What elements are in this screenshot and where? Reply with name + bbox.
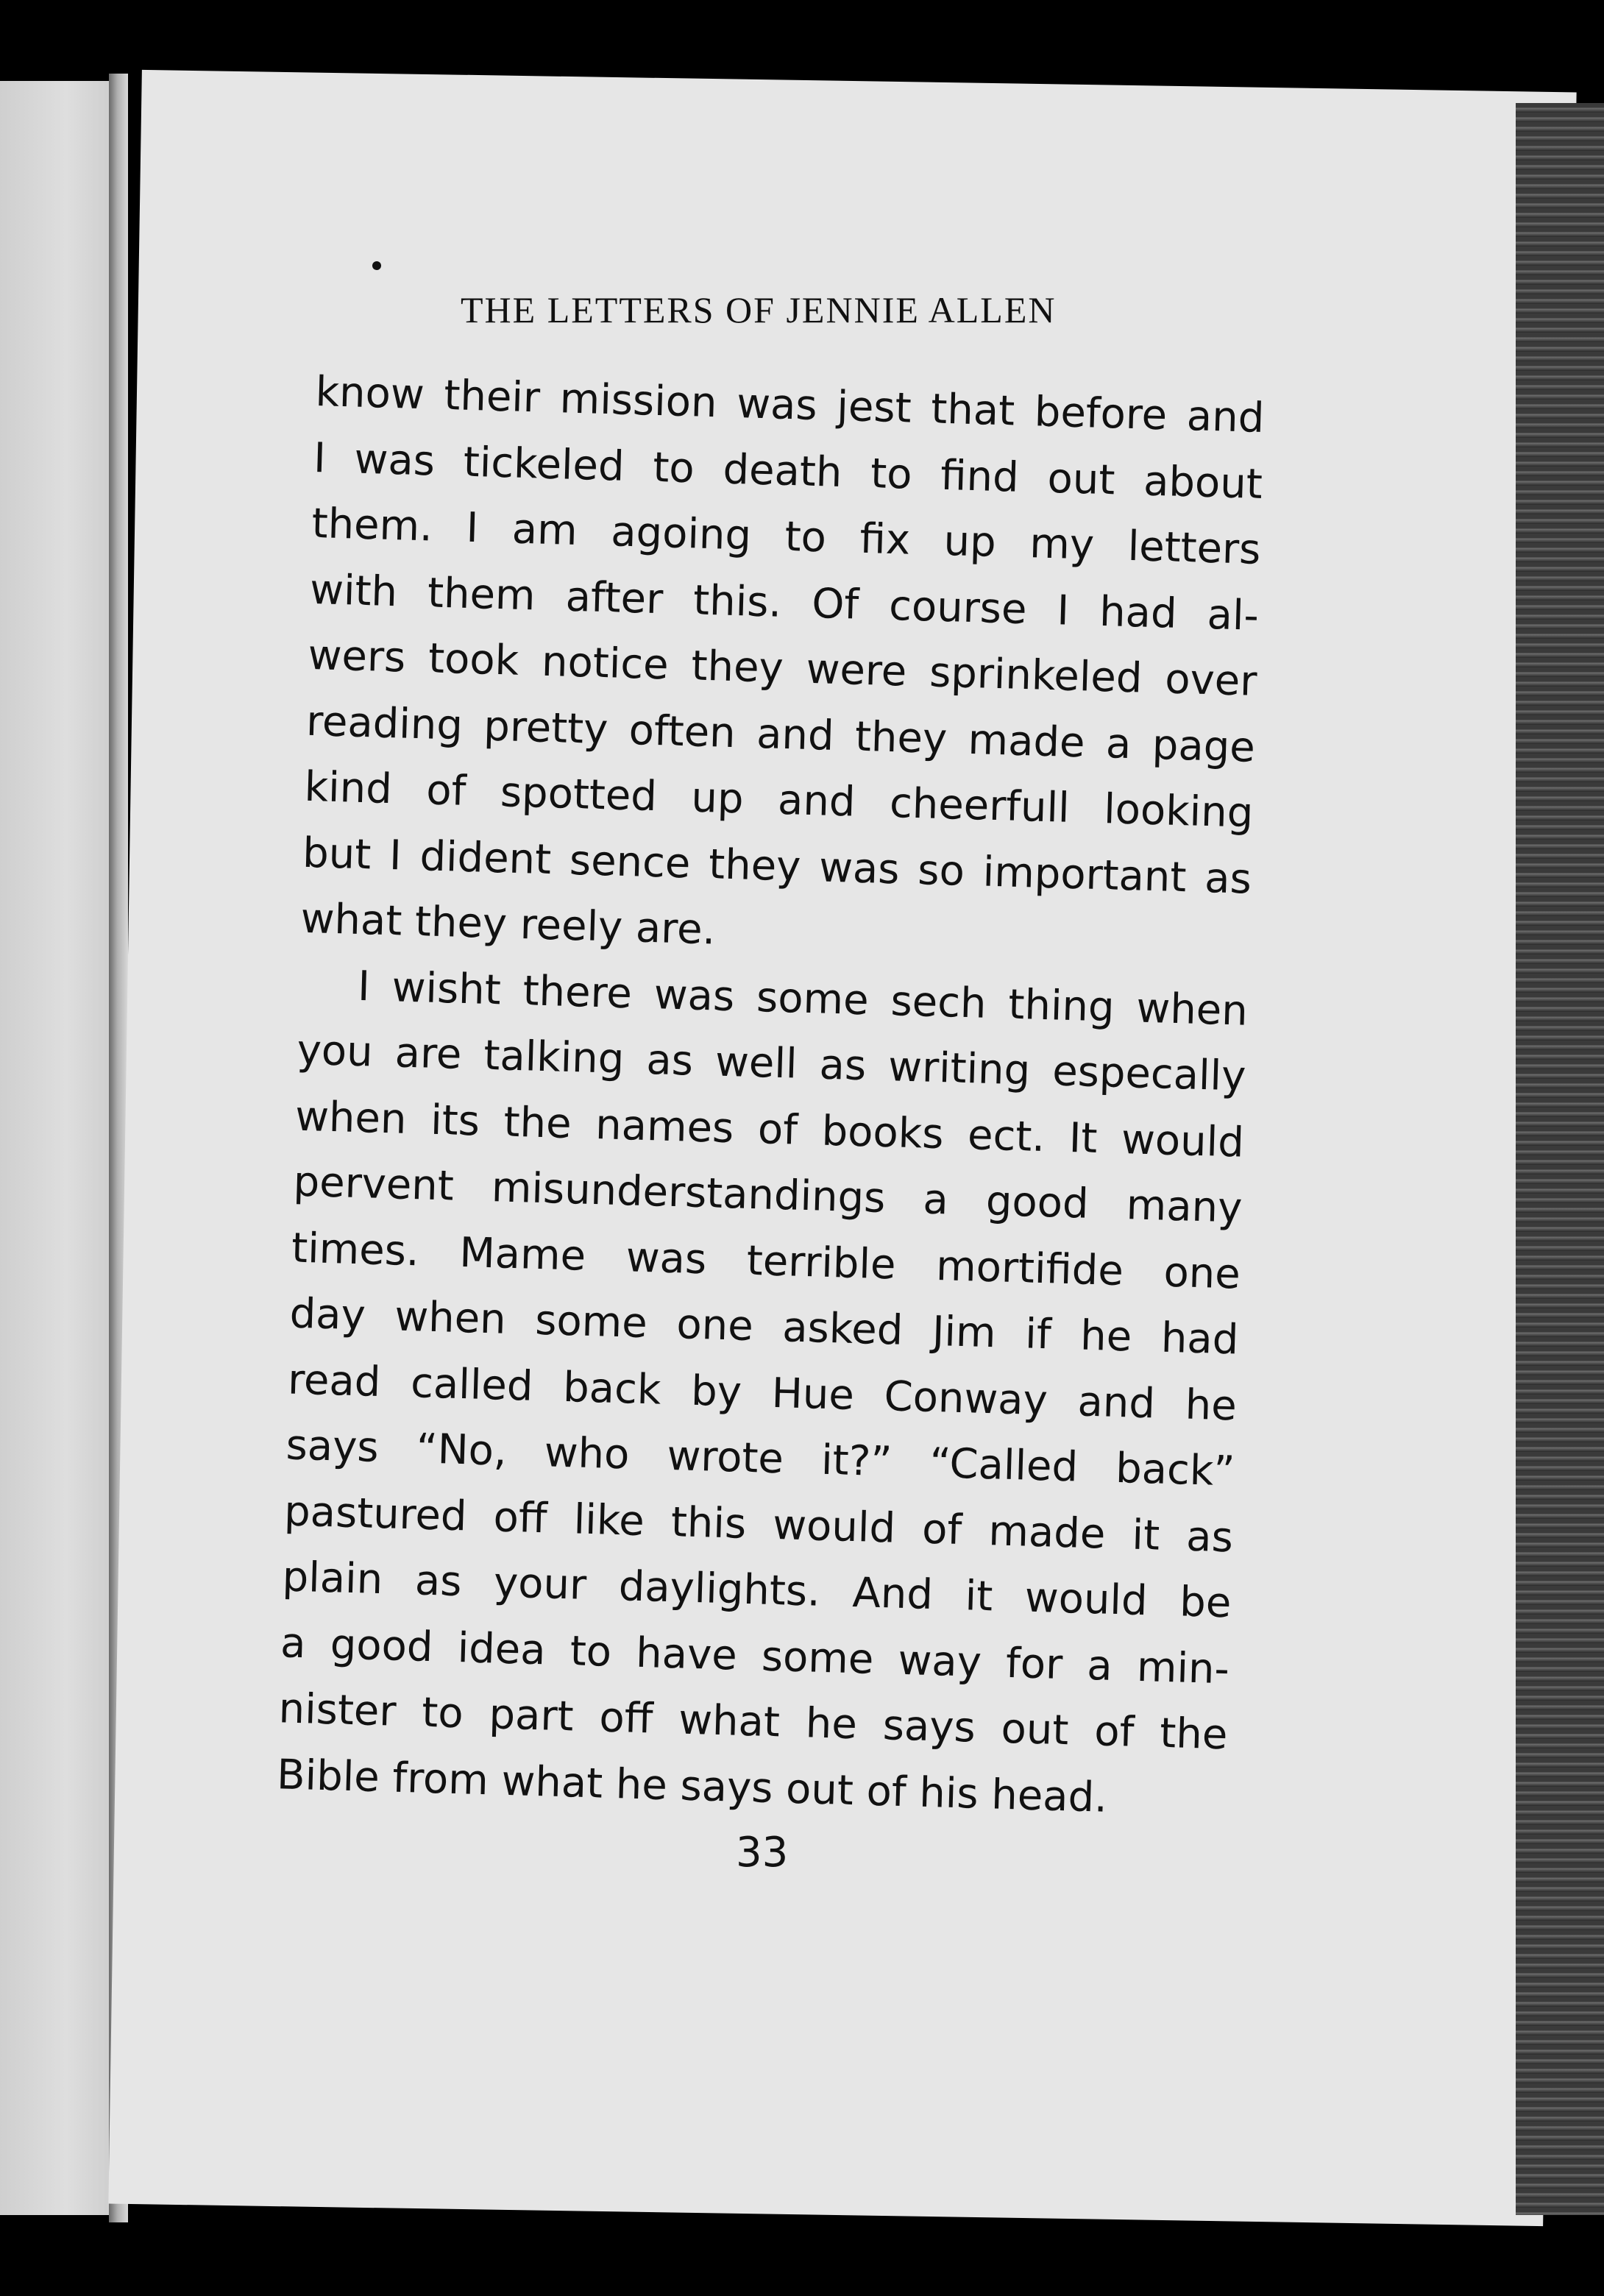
text-line: them. I am agoing to fix up my letters xyxy=(310,499,1262,574)
paragraph-2 xyxy=(276,952,1249,1834)
text-line: plain as your daylights. And it would be xyxy=(281,1553,1232,1628)
text-line: pervent misunderstandings a good many xyxy=(292,1158,1243,1233)
paragraph-1 xyxy=(300,359,1266,978)
text-line: kind of spotted up and cheerfull looking xyxy=(303,762,1255,837)
text-line: times. Mame was terrible mortifide one xyxy=(291,1224,1241,1299)
page-number: 33 xyxy=(736,1829,789,1877)
text-line: wers took notice they were sprinkeled over xyxy=(307,631,1258,706)
book-binding-edge xyxy=(1516,103,1604,2215)
text-line: day when some one asked Jim if he had xyxy=(288,1289,1240,1364)
text-line: what they reely are. xyxy=(299,894,717,954)
facing-page-edge xyxy=(0,81,110,2215)
text-line: reading pretty often and they made a page xyxy=(305,697,1256,772)
text-line: you are talking as well as writing especally xyxy=(296,1026,1247,1101)
text-line: I was tickeled to death to find out about xyxy=(313,433,1263,509)
running-head: THE LETTERS OF JENNIE ALLEN xyxy=(461,289,1057,330)
text-line: a good idea to have some way for a min- xyxy=(280,1618,1230,1693)
text-line: I wisht there was some sech thing when xyxy=(357,962,1249,1035)
text-line: pastured off like this would of made it as xyxy=(283,1487,1234,1562)
text-line: nister to part off what he says out of the xyxy=(277,1684,1229,1760)
text-line: with them after this. Of course I had al- xyxy=(309,565,1260,640)
body-text xyxy=(276,359,1265,1834)
text-line: when its the names of books ect. It would xyxy=(294,1092,1245,1167)
ink-dot xyxy=(372,261,381,270)
text-line: read called back by Hue Conway and he xyxy=(287,1355,1238,1430)
text-line: Bible from what he says out of his head. xyxy=(276,1750,1108,1822)
text-line: know their mission was jest that before and xyxy=(314,367,1266,442)
text-line: says “No, who wrote it?” “Called back” xyxy=(285,1421,1236,1496)
text-line: but I dident sence they was so important as xyxy=(302,829,1252,904)
